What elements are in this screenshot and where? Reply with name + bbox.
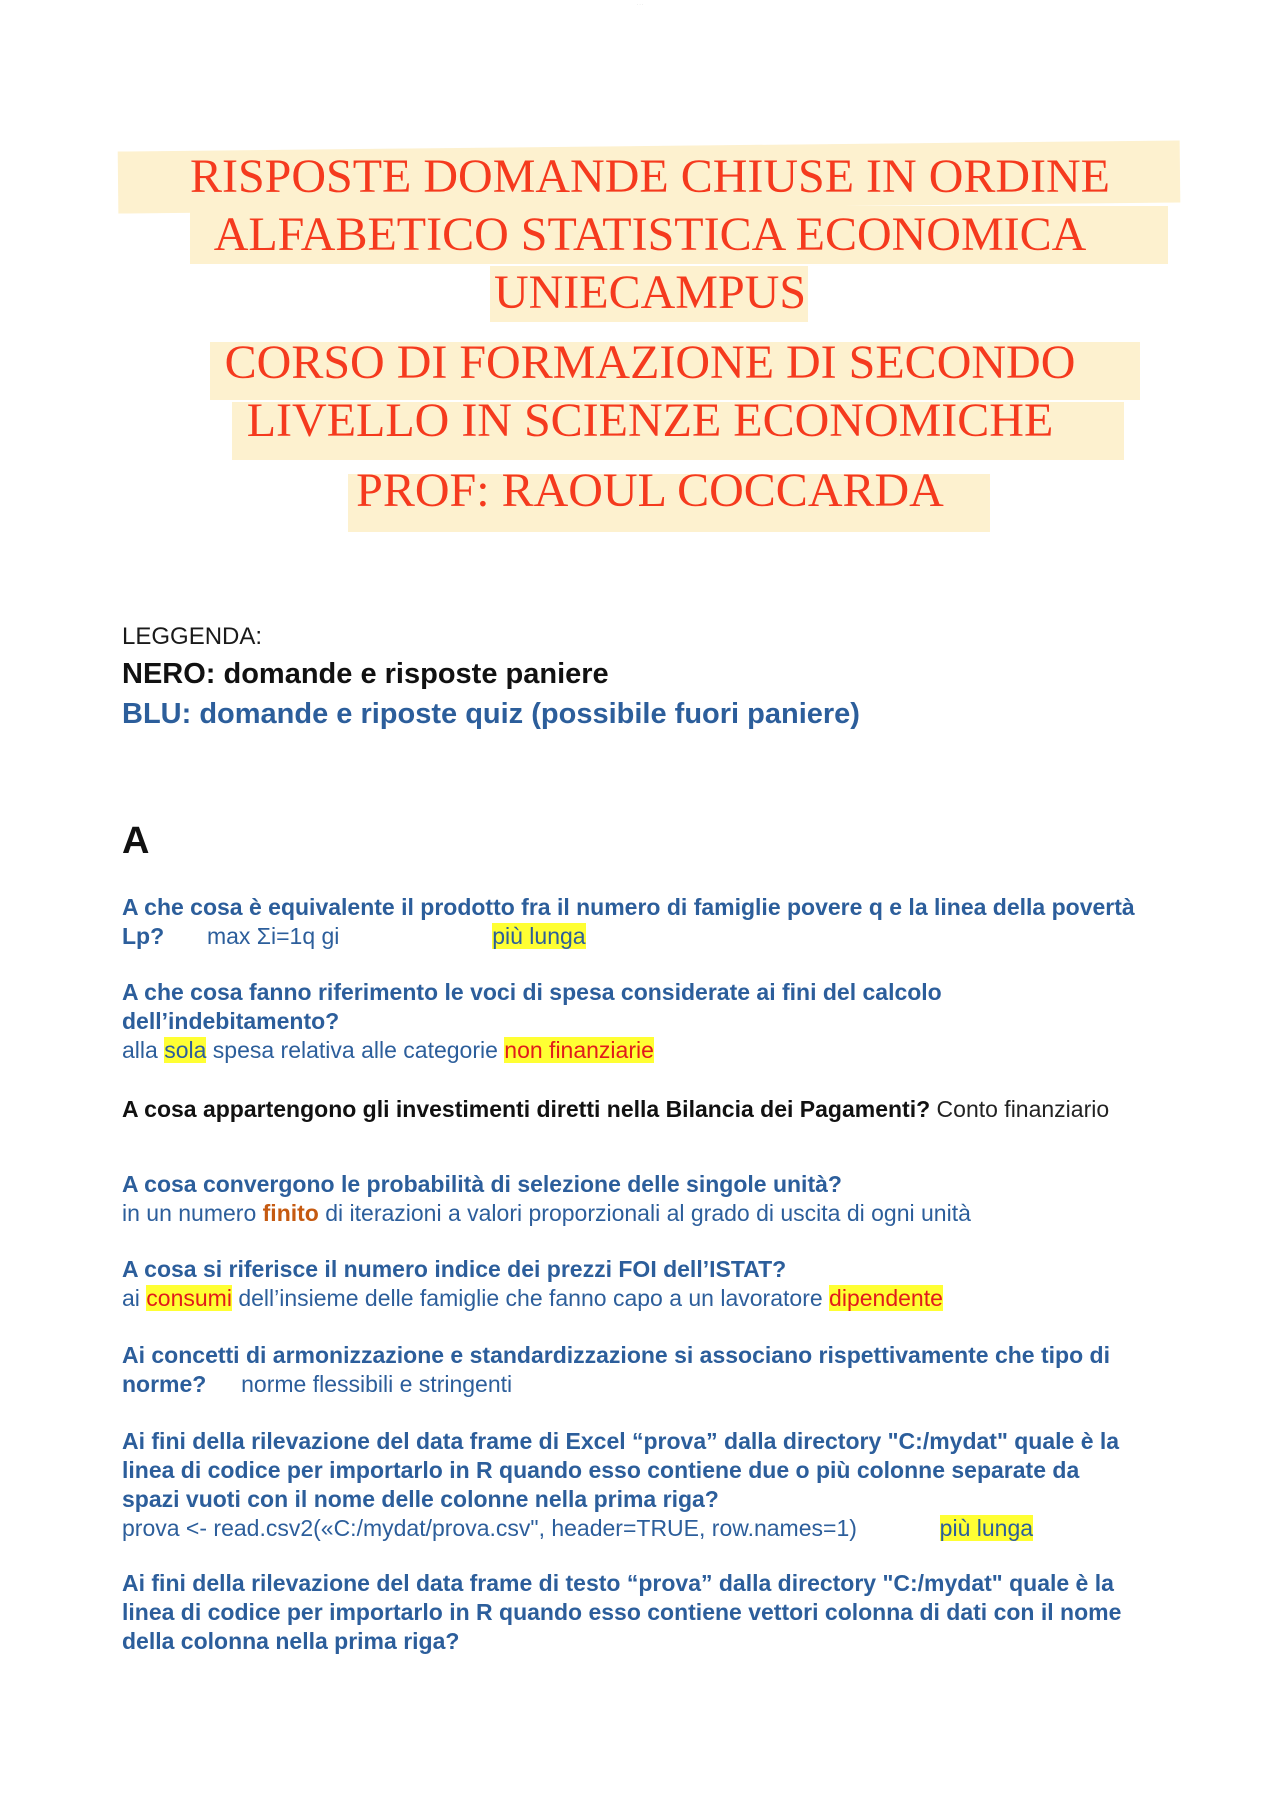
answer-emphasis: finito xyxy=(262,1200,319,1226)
legend xyxy=(122,620,860,734)
answer-tag: più lunga xyxy=(492,923,586,949)
answer-text: spesa relativa alle categorie xyxy=(212,1037,498,1063)
title-line: ALFABETICO STATISTICA ECONOMICA xyxy=(213,208,1087,261)
question-text: Ai concetti di armonizzazione e standardizzazione si associano rispettivamente che tipo di norme? xyxy=(122,1342,1110,1397)
question-item xyxy=(122,1255,1142,1313)
title-line: PROF: RAOUL COCCARDA xyxy=(356,464,944,517)
question-text: Ai fini della rilevazione del data frame di testo “prova” dalla directory "C:/mydat" quale è la linea di codice per importarlo in R quando esso contiene vettori colonna di dati con il nome della colonna nella prima riga? xyxy=(122,1570,1122,1654)
answer-highlight: dipendente xyxy=(829,1285,943,1311)
question-text: A cosa convergono le probabilità di selezione delle singole unità? xyxy=(122,1171,842,1197)
answer-text: di iterazioni a valori proporzionali al grado di uscita di ogni unità xyxy=(325,1200,971,1226)
legend-blue: BLU: domande e riposte quiz (possibile fuori paniere) xyxy=(122,698,860,730)
legend-heading: LEGGENDA: xyxy=(122,623,263,650)
answer-text: max Σi=1q gi xyxy=(206,923,340,949)
question-text: A cosa si riferisce il numero indice dei prezzi FOI dell’ISTAT? xyxy=(122,1256,787,1282)
title-line: UNIECAMPUS xyxy=(493,266,807,319)
question-text: A cosa appartengono gli investimenti diretti nella Bilancia dei Pagamenti? xyxy=(122,1096,931,1122)
question-item xyxy=(122,1095,1142,1124)
question-item xyxy=(122,1427,1142,1543)
question-item xyxy=(122,1170,1142,1228)
question-text: A che cosa fanno riferimento le voci di spesa considerate ai fini del calcolo dell’indebitamento? xyxy=(122,979,942,1034)
answer-text: alla xyxy=(122,1037,158,1063)
answer-text: prova <- read.csv2(«C:/mydat/prova.csv", header=TRUE, row.names=1) xyxy=(122,1515,857,1541)
answer-text: ai xyxy=(122,1285,140,1311)
title-line: RISPOSTE DOMANDE CHIUSE IN ORDINE xyxy=(189,150,1110,203)
question-item xyxy=(122,893,1142,951)
legend-black: NERO: domande e risposte paniere xyxy=(122,658,609,690)
document-title xyxy=(110,148,1190,520)
title-line: LIVELLO IN SCIENZE ECONOMICHE xyxy=(246,394,1054,447)
question-text: A che cosa è equivalente il prodotto fra il numero di famiglie povere q e la linea della povertà Lp? xyxy=(122,894,1135,949)
answer-highlight: sola xyxy=(164,1037,207,1063)
question-item xyxy=(122,978,1142,1065)
answer-highlight: consumi xyxy=(146,1285,232,1311)
answer-text: dell’insieme delle famiglie che fanno capo a un lavoratore xyxy=(238,1285,823,1311)
question-item xyxy=(122,1341,1142,1399)
section-letter: A xyxy=(122,820,150,862)
question-item xyxy=(122,1569,1142,1656)
answer-tag: più lunga xyxy=(939,1515,1034,1541)
answer-text: norme flessibili e stringenti xyxy=(241,1371,513,1397)
question-text: Ai fini della rilevazione del data frame di Excel “prova” dalla directory "C:/mydat" quale è la linea di codice per importarlo in R quando esso contiene due o più colonne separate da spazi vuoti con il nome delle colonne nella prima riga? xyxy=(122,1428,1120,1512)
title-line: CORSO DI FORMAZIONE DI SECONDO xyxy=(224,336,1076,389)
answer-text: in un numero xyxy=(122,1200,257,1226)
answer-text: Conto finanziario xyxy=(936,1096,1110,1122)
page-header-mark: · · · xyxy=(636,2,644,7)
answer-highlight: non finanziarie xyxy=(504,1037,654,1063)
